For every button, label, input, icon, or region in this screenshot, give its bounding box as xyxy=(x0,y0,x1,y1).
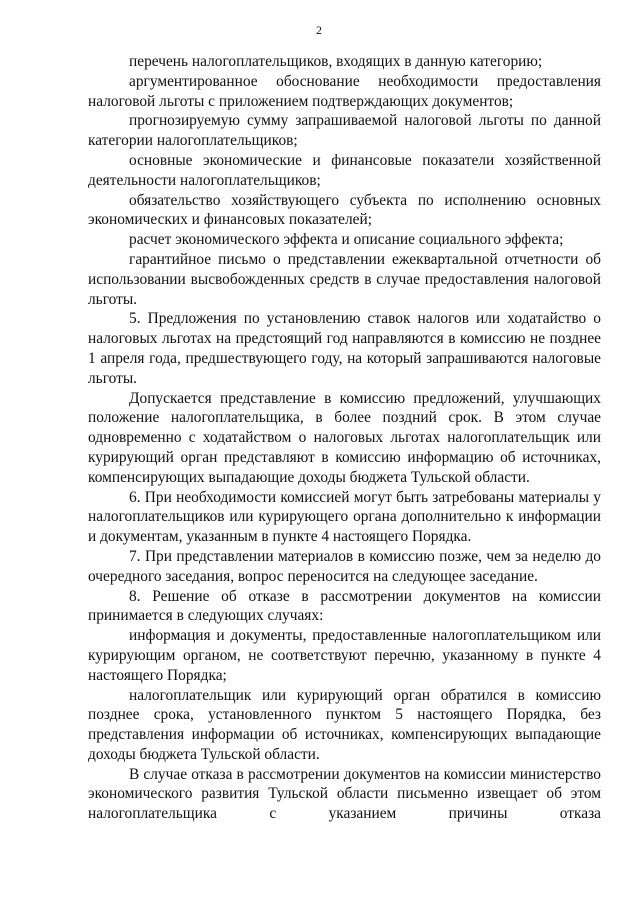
list-item-guarantee-letter: гарантийное письмо о представлении ежеквартальной отчетности об использовании высвобожденных средств в случае предоставления налоговой льготы. xyxy=(88,250,601,308)
list-item-nonconforming-documents: информация и документы, предоставленные налогоплательщиком или курирующим органом, не соответствуют перечню, указанному в пункте 4 настоящего Порядка; xyxy=(88,627,601,684)
page-number: 2 xyxy=(316,23,322,37)
paragraph-8-refusal-cases: 8. Решение об отказе в рассмотрении документов на комиссии принимается в следующих случаях: xyxy=(88,587,601,625)
paragraph-later-submission: Допускается представление в комиссию предложений, улучшающих положение налогоплательщика, в более поздний срок. В этом случае одновременно с ходатайством о налоговых льготах налогоплательщик или курирующий орган представляют в комиссию информацию об источниках, компенсирующих выпадающие доходы бюджета Тульской области. xyxy=(88,389,601,486)
list-item-economic-indicators: основные экономические и финансовые показатели хозяйственной деятельности налогоплательщиков; xyxy=(88,151,601,189)
paragraph-5-proposals: 5. Предложения по установлению ставок налогов или ходатайство о налоговых льготах на предстоящий год направляются в комиссию не позднее 1 апреля года, предшествующего году, на который запрашиваются налоговые льготы. xyxy=(88,310,601,387)
list-item-effect-calculation: расчет экономического эффекта и описание социального эффекта; xyxy=(129,231,564,249)
document-body xyxy=(88,52,601,824)
paragraph-6-additional-materials: 6. При необходимости комиссией могут быть затребованы материалы у налогоплательщиков или курирующего органа дополнительно к информации и документам, указанным в пункте 4 настоящего Порядка. xyxy=(88,488,601,546)
list-item-forecast-amount: прогнозируемую сумму запрашиваемой налоговой льготы по данной категории налогоплательщиков; xyxy=(88,112,601,150)
paragraph-7-late-materials: 7. При представлении материалов в комиссию позже, чем за неделю до очередного заседания, вопрос переносится на следующее заседание. xyxy=(88,547,601,585)
list-item-taxpayer-list: перечень налогоплательщиков, входящих в данную категорию; xyxy=(129,53,543,70)
list-item-obligation: обязательство хозяйствующего субъекта по исполнению основных экономических и финансовых показателей; xyxy=(88,191,601,229)
list-item-late-application: налогоплательщик или курирующий орган обратился в комиссию позднее срока, установленного пунктом 5 настоящего Порядка, без представления информации об источниках, компенсирующих выпадающие доходы бюджета Тульской области. xyxy=(88,686,601,763)
paragraph-refusal-notice: В случае отказа в рассмотрении документов на комиссии министерство экономического развития Тульской области письменно извещает об этом налогоплательщика с указанием причины отказа xyxy=(88,765,601,823)
list-item-justification: аргументированное обоснование необходимости предоставления налоговой льготы с приложением подтверждающих документов; xyxy=(88,72,601,110)
